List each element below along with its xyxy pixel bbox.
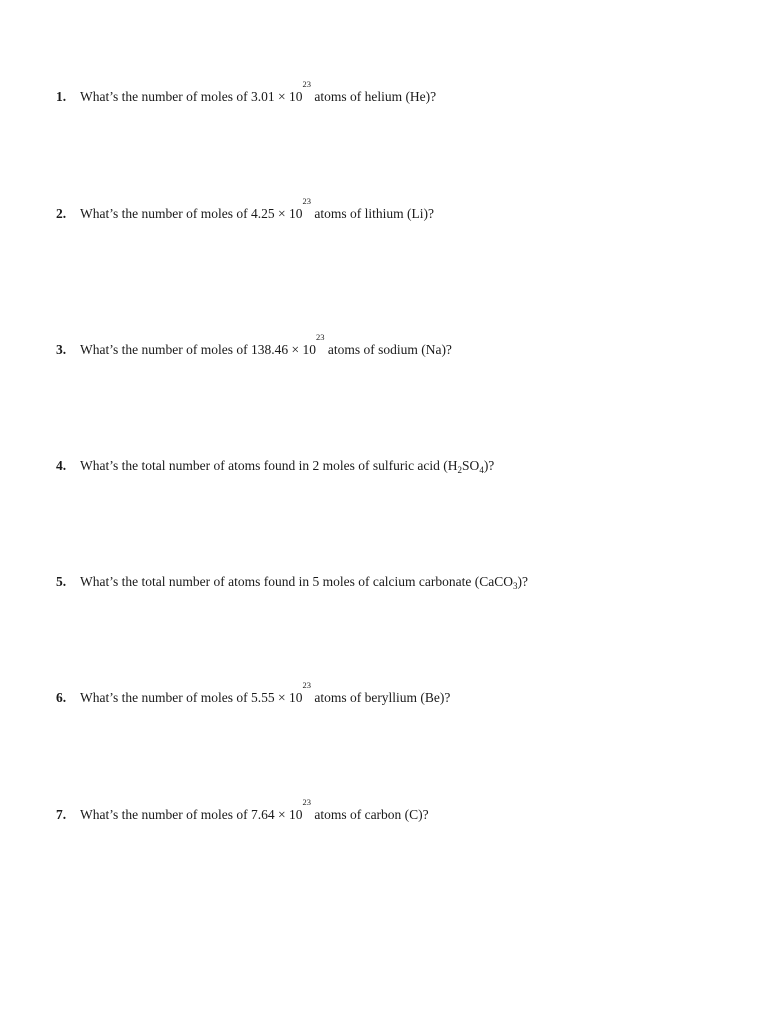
question-3 — [56, 332, 736, 358]
question-text: What’s the total number of atoms found in 2 moles of sulfuric acid (H — [80, 458, 458, 473]
question-text-end: atoms of helium (He)? — [310, 89, 437, 104]
question-number: 4. — [56, 458, 67, 473]
question-text: What’s the number of moles of 3.01 × 10 — [80, 89, 303, 104]
question-number: 3. — [56, 342, 67, 357]
question-7 — [56, 797, 736, 823]
question-6 — [56, 680, 736, 706]
question-text-end: atoms of beryllium (Be)? — [310, 690, 451, 705]
question-1 — [56, 79, 736, 105]
question-text: What’s the number of moles of 7.64 × 10 — [80, 807, 303, 822]
question-text: What’s the number of moles of 138.46 × 10 — [80, 342, 316, 357]
question-text: What’s the number of moles of 5.55 × 10 — [80, 690, 303, 705]
question-text-end: atoms of sodium (Na)? — [324, 342, 452, 357]
question-2 — [56, 196, 736, 222]
question-text: What’s the number of moles of 4.25 × 10 — [80, 206, 303, 221]
exponent: 23 — [302, 680, 311, 690]
question-number: 7. — [56, 807, 67, 822]
exponent: 23 — [315, 332, 325, 342]
question-5 — [56, 574, 736, 590]
question-number: 1. — [56, 89, 67, 104]
formula-part: SO — [462, 458, 480, 473]
question-number: 2. — [56, 206, 67, 221]
subscript: 4 — [479, 465, 484, 475]
question-4 — [56, 458, 736, 474]
question-text-end: atoms of lithium (Li)? — [310, 206, 434, 221]
question-text-end: atoms of carbon (C)? — [310, 807, 429, 822]
exponent: 23 — [302, 797, 311, 807]
question-text-end: )? — [517, 574, 529, 589]
question-text: What’s the total number of atoms found in 5 moles of calcium carbonate (CaCO — [80, 574, 514, 589]
question-number: 6. — [56, 690, 67, 705]
exponent: 23 — [302, 79, 311, 89]
question-number: 5. — [56, 574, 67, 589]
subscript: 2 — [457, 465, 463, 475]
exponent: 23 — [302, 196, 311, 206]
subscript: 3 — [513, 581, 518, 591]
question-text-end: )? — [483, 458, 495, 473]
